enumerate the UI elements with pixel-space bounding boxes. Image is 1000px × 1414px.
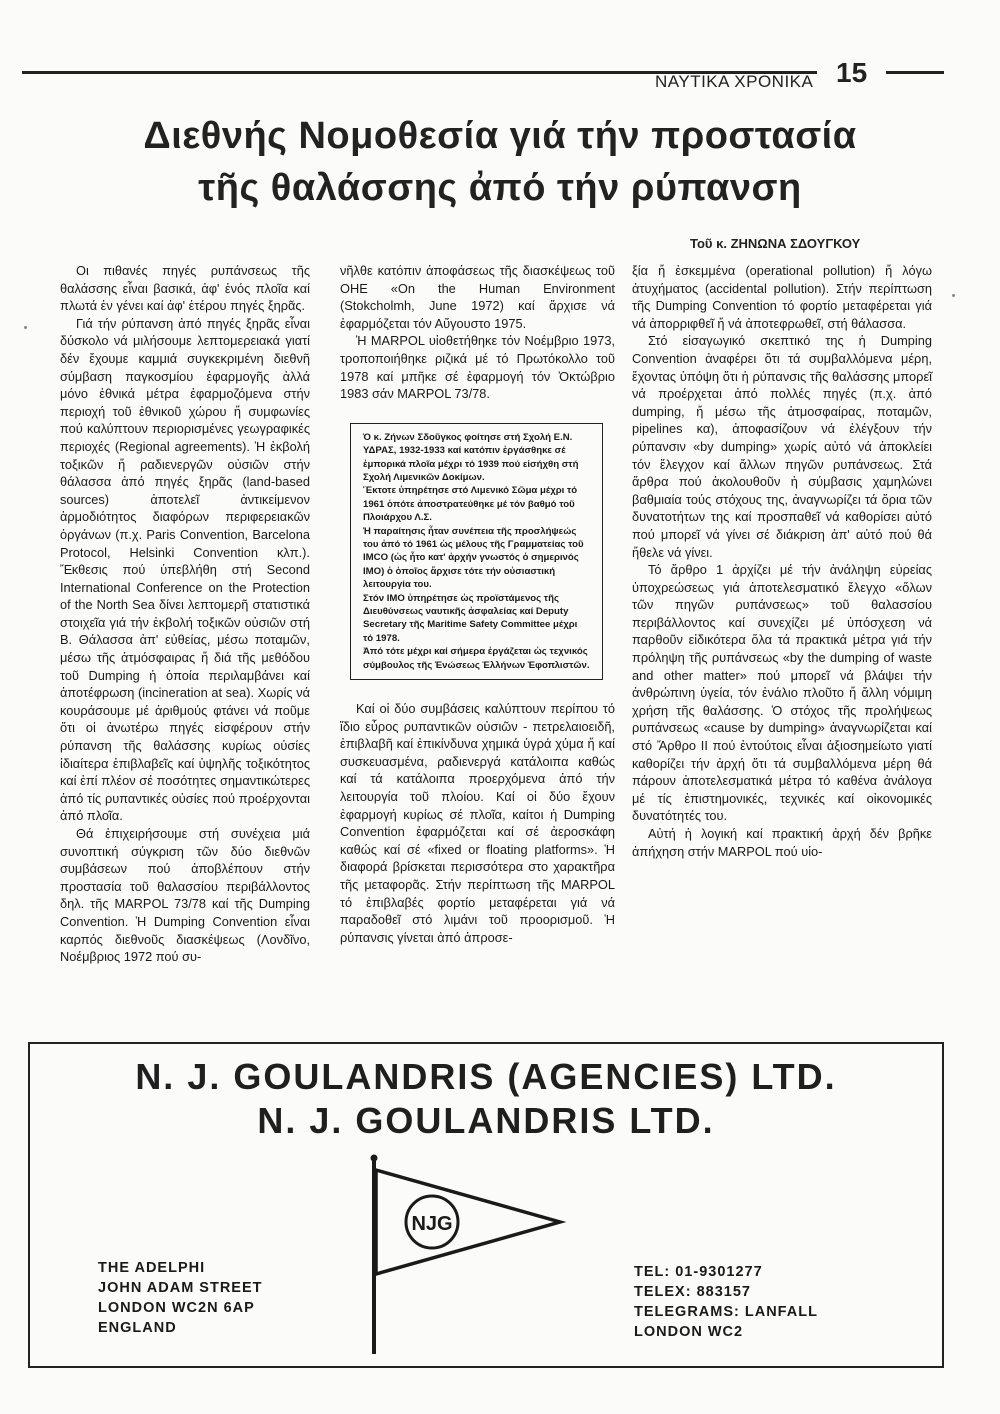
address-line: THE ADELPHI xyxy=(98,1260,206,1276)
bio-paragraph: Ἀπό τότε μέχρι καί σήμερα ἐργάζεται ὡς τεχνικός σύμβουλος τῆς Ἑνώσεως Ἑλλήνων Ἐφοπλιστῶν. xyxy=(363,646,590,671)
contact-line: TELEGRAMS: LANFALL xyxy=(634,1304,818,1320)
ad-contact-details xyxy=(634,1262,818,1342)
paragraph: νῆλθε κατόπιν ἀποφάσεως τῆς διασκέψεως τοῦ ΟΗΕ «On the Human Environment (Stokcholmh, June 1972) καί ἄρχισε νά ἐφαρμόζεται τόν Αὔγουστο 1975. xyxy=(340,263,615,331)
ad-company-line-2: N. J. GOULANDRIS LTD. xyxy=(257,1100,715,1141)
bio-paragraph: Ἔκτοτε ὑπηρέτησε στό Λιμενικό Σῶμα μέχρι τό 1961 ὁπότε ἀποστρατεύθηκε μέ τόν βαθμό τοῦ Πλοιάρχου Λ.Σ. xyxy=(363,485,578,524)
title-line-1: Διεθνής Νομοθεσία γιά τήν προστασία xyxy=(143,115,857,157)
scan-speck xyxy=(24,326,27,329)
paragraph: Στό εἰσαγωγικό σκεπτικό της ἡ Dumping Convention ἀναφέρει ὅτι τά συμβαλλόμενα μέρη, ἔχοντας ὑπόψη ὅτι ἡ ρύπανσις τῆς θαλάσσης μπορεῖ νά προέρχεται ἀπό πολλές πηγές (π.χ. ἀπό dumping, ἤ μέσω τῆς ἀτμοσφαίρας, ποταμῶν, pipelines κα), ἀποφασίζουν νά ἐλέγξουν τήν ρύπανσιν «by dumping» χωρίς αὐτό νά ἀποκλείει τόν ἔλεγχον καί ἄλλων πηγῶν ρυπάνσεως. Στά ἄρθρα πού ἀκολουθοῦν ἡ σύμβασις χαμηλώνει βαθμιαία τούς στόχους της, ἀναγνωρίζει τά ὅρια τῶν δυνατοτήτων της καί προσπαθεῖ νά καθορίσει αὐτό πού μπορεῖ νά γίνει σέ διάκριση ἀπ' αὐτό πού θά ἤθελε νά γίνει. xyxy=(632,333,932,560)
title-line-2: τῆς θαλάσσης ἀπό τήν ρύπανση xyxy=(198,167,802,209)
paragraph: Οι πιθανές πηγές ρυπάνσεως τῆς θαλάσσης εἶναι βασικά, ἀφ' ἑνός πλοῖα καί πλωτά ἐν γένει καί ἀφ' ἑτέρου πηγές ξηρᾶς. xyxy=(60,263,310,314)
masthead: ΝΑΥΤΙΚΑ ΧΡΟΝΙΚΑ xyxy=(655,72,814,91)
column-3 xyxy=(632,262,932,860)
header-rule-right xyxy=(886,71,944,74)
paragraph: Γιά τήν ρύπανση ἀπό πηγές ξηρᾶς εἶναι δύσκολο νά μιλήσουμε λεπτομερειακά γιατί δέν ἔχουμε καμμιά συγκεκριμένη διεθνῆ σύμβαση παγκοσμίου ἐφαρμογῆς ἀλλά μόνο ἐθνικά μέτρα ἐφαρμοζόμενα στήν περιοχή τοῦ ἐθνικοῦ χώρου ἤ συμφωνίες πού καλύπτουν περιορισμένες γεωγραφικές περιοχές (Regional agreements). Ἡ ἐκβολή τοξικῶν ἤ ραδιενεργῶν οὐσιῶν στήν θάλασσα ἀπό πηγές ξηρᾶς (land-based sources) ἀποτελεῖ ἀντικείμενον ἁρμοδιότητος διαφόρων περιφερειακῶν ὀργάνων (π.χ. Paris Convention, Barcelona Protocol, Helsinki Convention κλπ.). Ἔκθεσις πού ὑπεβλήθη στή Second International Conference on the Protection of the North Sea δίνει λεπτομερῆ στατιστικά στοιχεῖα γιά τήν ἐκβολή τοξικῶν οὐσιῶν στή Β. Θάλασσα ἀπ' εὐθείας, μέσω ποταμῶν, μέσω τῆς ἀτμόσφαιρας ἤ διά τῆς μεθόδου τοῦ Dumping ἡ ὁποία περιλαμβάνει καί ἀποτέφρωση (incineration at sea). Χωρίς νά κουράσουμε μέ ἀριθμούς φτάνει νά ποῦμε ὅτι οἱ ἀνωτέρω πηγές εἰσφέρουν στήν ρύπανση τῆς θαλάσσης κυρίως οὐσίες ἰδιαίτερα ἐπιβλαβεῖς καί ὑψηλῆς τοξικότητος καί ἐπί πλέον σέ ποσότητες σημαντικώτερες ἀπό τίς ρυπαντικές οὐσίες πού προέρχονται ἀπό πλοῖα. xyxy=(60,315,310,824)
page-number: 15 xyxy=(836,57,868,88)
flag-pole-top xyxy=(371,1155,378,1162)
paragraph: Τό ἄρθρο 1 ἀρχίζει μέ τήν ἀνάληψη εὐρείας ὑποχρεώσεως γιά ἀποτελεσματικό ἔλεγχο «ὅλων τῶν πηγῶν ρυπάνσεως» τοῦ θαλασσίου περιβάλλοντος καί συνεχίζει μέ ὑπόσχεση νά παρθοῦν εἰδικότερα ὅλα τά πρακτικά μέτρα γιά τήν πρόληψη τῆς ρυπάνσεως «by the dumping of waste and other matter» πού μπορεῖ νά βλάψει τήν ἀνθρώπινη ὑγεία, τόν ἐνάλιο πλοῦτο ἤ ἄλλη νόμιμη χρήση τῆς θαλάσσης. Ὁ στόχος τῆς προλήψεως ρυπάνσεως «cause by dumping» ἀναγνωρίζεται καί στό Ἄρθρο ΙΙ πού ἐντούτοις εἶναι ἀξιοσημείωτο γιατί καθορίζει τήν ἀρχή ὅτι τά συμβαλλόμενα μέρη θά πάρουν ἀποτελεσματικά μέτρα τό καθένα ἀνάλογα μέ τίς ἐπιστημονικές, τεχνικές καί οἰκονομικές δυνατότητές του. xyxy=(632,562,932,824)
contact-line: TELEX: 883157 xyxy=(634,1284,751,1300)
logo-letters: NJG xyxy=(411,1213,453,1235)
bio-paragraph: Στόν IMO ὑπηρέτησε ὡς προϊστάμενος τῆς Διευθύνσεως ναυτικῆς ἀσφαλείας καί Deputy Secretary τῆς Maritime Safety Committee μέχρι τό 1978. xyxy=(363,592,578,644)
address-line: JOHN ADAM STREET xyxy=(98,1280,263,1296)
column-2 xyxy=(340,262,615,946)
paragraph: Αὐτή ἡ λογική καί πρακτική ἀρχή δέν βρῆκε ἀπήχηση στήν MARPOL πού υἱο- xyxy=(632,826,932,859)
paragraph: Καί οἱ δύο συμβάσεις καλύπτουν περίπου τό ἴδιο εὖρος ρυπαντικῶν οὐσιῶν - πετρελαιοειδῆ, ἐπιβλαβῆ καί ἐπικίνδυνα χημικά ὑγρά χύμα ἤ καί συσκευασμένα, ραδιενεργά κατάλοιπα καθώς καί τά κατάλοιπα προερχόμενα ἀπό τήν λειτουργία τοῦ πλοίου. Καί οἱ δύο ἔχουν ἐφαρμογή κυρίως σέ πλοῖα, καίτοι ἡ Dumping Convention ἐφαρμόζεται καί σέ ἀεροσκάφη καθώς καί σέ «fixed or floating platforms». Ἡ διαφορά βρίσκεται περισσότερα στο χαρακτῆρα τῆς μεταφορᾶς. Στήν περίπτωση τῆς MARPOL τό ἐπιβλαβές φορτίο μεταφέρεται γιά νά παραδοθεῖ στό λιμάνι τοῦ προορισμοῦ. Ἡ ρύπανσις γίνεται ἀπό ἀπροσε- xyxy=(340,701,615,945)
article-title xyxy=(40,110,960,214)
scan-speck xyxy=(952,294,955,297)
address-line: LONDON WC2N 6AP xyxy=(98,1300,255,1316)
pennant-flag-logo xyxy=(360,1154,570,1359)
address-line: ENGLAND xyxy=(98,1320,177,1336)
bio-paragraph: Ἡ παραίτησις ἦταν συνέπεια τῆς προσλήψεώς του ἀπό τό 1961 ὡς μέλους τῆς Γραμματείας τοῦ IMCO (ὡς ἦτο κατ' ἀρχήν γνωστός ὁ σημερινός IMO) ὁ ὁποῖος ἄρχισε τότε τήν οὐσιαστική λειτουργία του. xyxy=(363,525,584,591)
ad-address xyxy=(98,1258,263,1338)
contact-line: LONDON WC2 xyxy=(634,1324,744,1340)
contact-line: TEL: 01-9301277 xyxy=(634,1264,763,1280)
pennant-outline xyxy=(376,1170,560,1274)
bio-paragraph: Ὁ κ. Ζήνων Σδοῦγκος φοίτησε στή Σχολή Ε.Ν. ΥΔΡΑΣ, 1932-1933 καί κατόπιν ἐργάσθηκε σέ ἐμπορικά πλοῖα μέχρι τό 1939 πού εἰσήχθη στή Σχολή Λιμενικῶν Δοκίμων. xyxy=(363,431,579,483)
paragraph: ξία ἤ ἐσκεμμένα (operational pollution) ἤ λόγω ἀτυχήματος (accidental pollution). Στήν περίπτωση τῆς Dumping Convention τό φορτίο μεταφέρεται γιά νά ἀπορριφθεῖ ἤ νά ἀποτεφρωθεῖ, στή θάλασσα. xyxy=(632,263,932,331)
paragraph: Θά ἐπιχειρήσουμε στή συνέχεια μιά συνοπτική σύγκριση τῶν δύο διεθνῶν συμβάσεων πού ἀποβλέπουν στήν προστασία τοῦ θαλασσίου περιβάλλοντος δηλ. τῆς MARPOL 73/78 καί τῆς Dumping Convention. Ἡ Dumping Convention εἶναι καρπός διεθνοῦς διασκέψεως (Λονδῖνο, Νοέμβριος 1972 πού συ- xyxy=(60,826,310,965)
byline: Τοῦ κ. ΖΗΝΩΝΑ ΣΔΟΥΓΚΟΥ xyxy=(690,236,861,251)
paragraph: Ἡ MARPOL υἱοθετήθηκε τόν Νοέμβριο 1973, τροποποιήθηκε ριζικά μέ τό Πρωτόκολλο τοῦ 1978 καί μπῆκε σέ ἐφαρμογή τόν Ὀκτώβριο 1983 σάν MARPOL 73/78. xyxy=(340,333,615,402)
column-1 xyxy=(60,262,310,966)
author-bio-box xyxy=(350,423,603,680)
ad-company-line-1: N. J. GOULANDRIS (AGENCIES) LTD. xyxy=(135,1056,837,1097)
advertisement xyxy=(28,1042,944,1368)
